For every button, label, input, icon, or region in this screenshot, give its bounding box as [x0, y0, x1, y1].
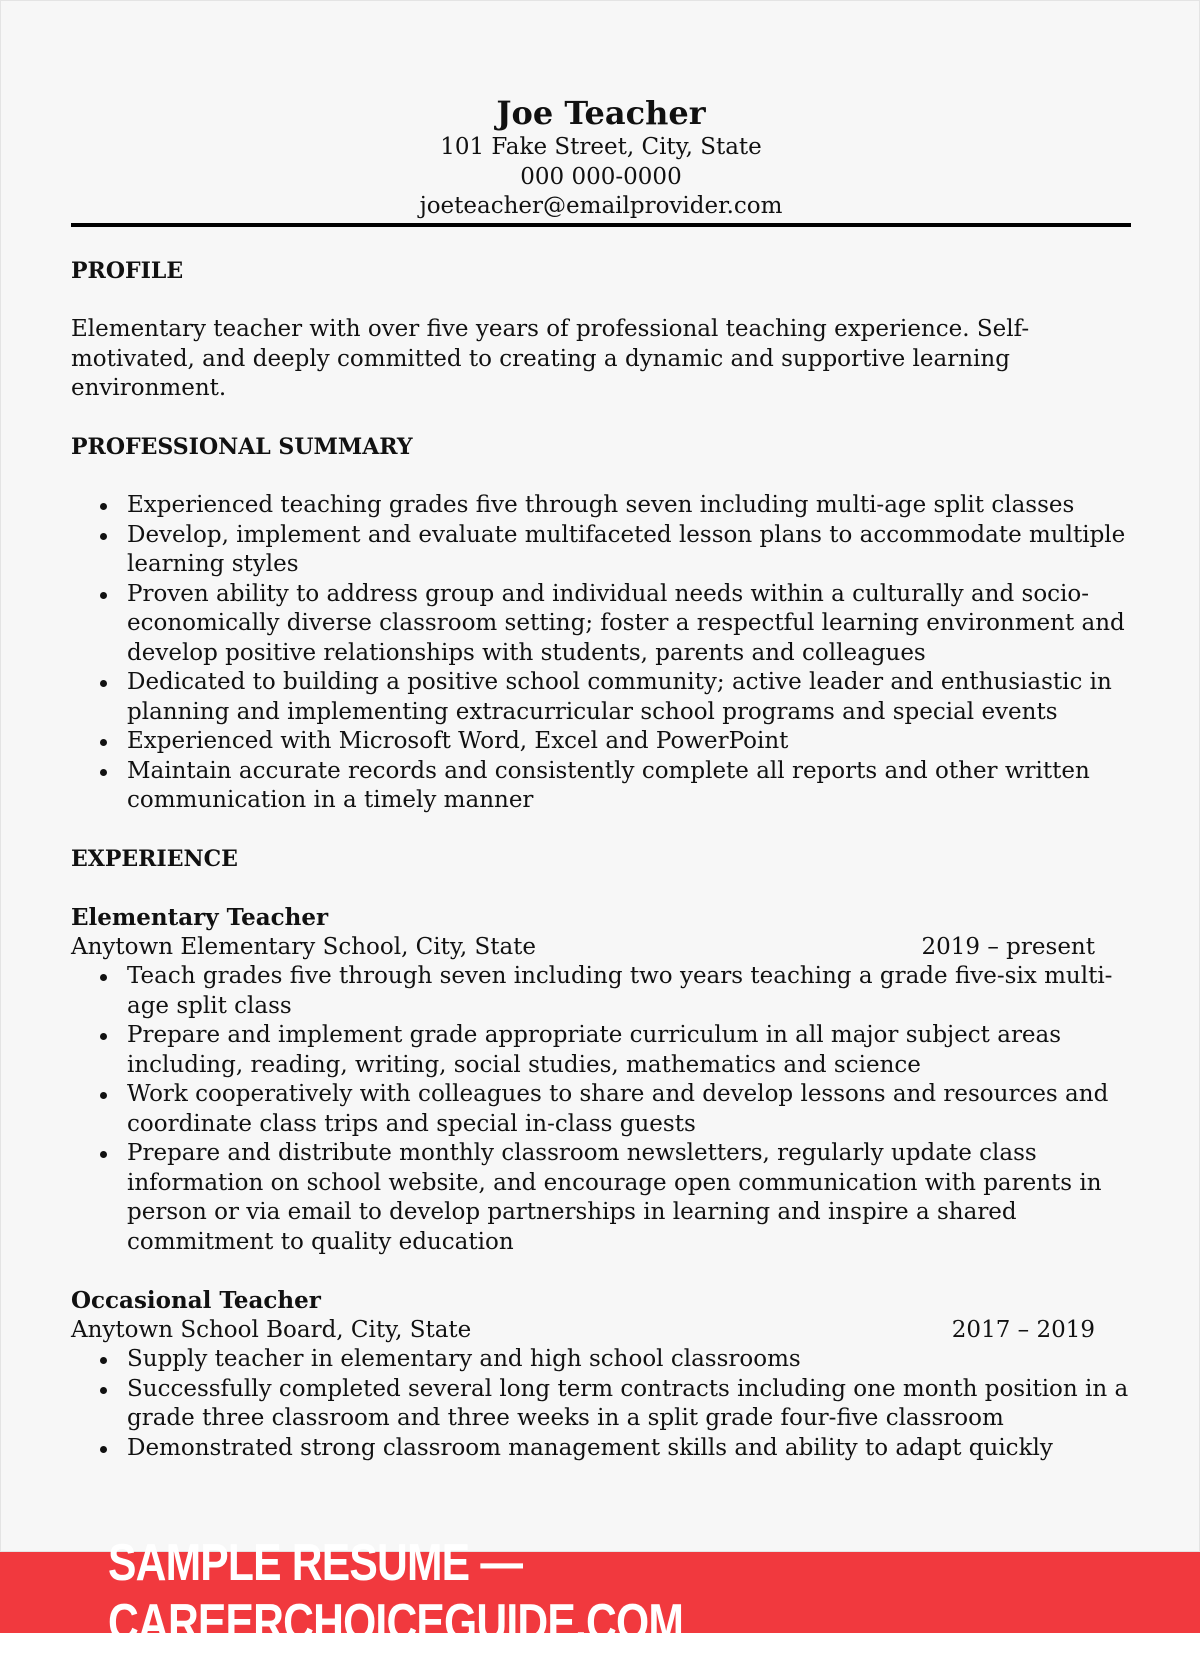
job-bullet: Supply teacher in elementary and high school classrooms: [71, 1345, 1131, 1375]
profile-heading: PROFILE: [71, 257, 184, 284]
job-title: Occasional Teacher: [71, 1287, 321, 1314]
experience-heading: EXPERIENCE: [71, 845, 238, 872]
job-bullets: [71, 1345, 1131, 1463]
summary-item: Proven ability to address group and individual needs within a culturally and socio-economically diverse classroom setting; foster a respectful learning environment and develop positive relationships with students, parents and colleagues: [71, 580, 1131, 669]
job-dates: 2017 – 2019: [951, 1316, 1095, 1343]
job-entry: [71, 903, 1131, 1257]
summary-heading: PROFESSIONAL SUMMARY: [71, 433, 413, 460]
job-bullet: Prepare and implement grade appropriate curriculum in all major subject areas including, reading, writing, social studies, mathematics and science: [71, 1021, 1131, 1080]
job-title: Elementary Teacher: [71, 904, 329, 931]
header-divider: [71, 223, 1131, 227]
resume-content: [71, 93, 1131, 1463]
candidate-address: 101 Fake Street, City, State: [440, 134, 762, 160]
summary-item: Experienced with Microsoft Word, Excel and PowerPoint: [71, 727, 1131, 757]
summary-list: [71, 491, 1131, 816]
job-bullet: Work cooperatively with colleagues to share and develop lessons and resources and coordinate class trips and special in-class guests: [71, 1080, 1131, 1139]
job-meta: [71, 1316, 1131, 1346]
job-bullet: Demonstrated strong classroom management skills and ability to adapt quickly: [71, 1434, 1131, 1464]
sample-resume-banner: [0, 1533, 1200, 1652]
candidate-phone: 000 000-0000: [520, 163, 682, 190]
summary-item: Develop, implement and evaluate multifaceted lesson plans to accommodate multiple learning styles: [71, 521, 1131, 580]
summary-item: Maintain accurate records and consistently complete all reports and other written communication in a timely manner: [71, 757, 1131, 816]
job-bullets: [71, 962, 1131, 1257]
job-bullet: Successfully completed several long term contracts including one month position in a grade three classroom and three weeks in a split grade four-five classroom: [71, 1375, 1131, 1434]
candidate-name: Joe Teacher: [496, 94, 706, 132]
job-employer: Anytown School Board, City, State: [71, 1316, 472, 1343]
banner-text: SAMPLE RESUME — CAREERCHOICEGUIDE.COM: [108, 1533, 684, 1652]
job-dates: 2019 – present: [921, 933, 1095, 960]
resume-header: [71, 93, 1131, 222]
job-employer: Anytown Elementary School, City, State: [71, 933, 537, 960]
job-meta: [71, 933, 1131, 963]
candidate-email: joeteacher@emailprovider.com: [419, 193, 783, 219]
profile-text: Elementary teacher with over five years of professional teaching experience. Self-motivated, and deeply committed to creating a dynamic and supportive learning environment.: [71, 316, 1030, 401]
summary-item: Dedicated to building a positive school community; active leader and enthusiastic in planning and implementing extracurricular school programs and special events: [71, 668, 1131, 727]
job-bullet: Prepare and distribute monthly classroom newsletters, regularly update class information on school website, and encourage open communication with parents in person or via email to develop partnerships in learning and inspire a shared commitment to quality education: [71, 1139, 1131, 1257]
summary-item: Experienced teaching grades five through seven including multi-age split classes: [71, 491, 1131, 521]
job-entry: [71, 1286, 1131, 1463]
job-bullet: Teach grades five through seven including two years teaching a grade five-six multi-age split class: [71, 962, 1131, 1021]
